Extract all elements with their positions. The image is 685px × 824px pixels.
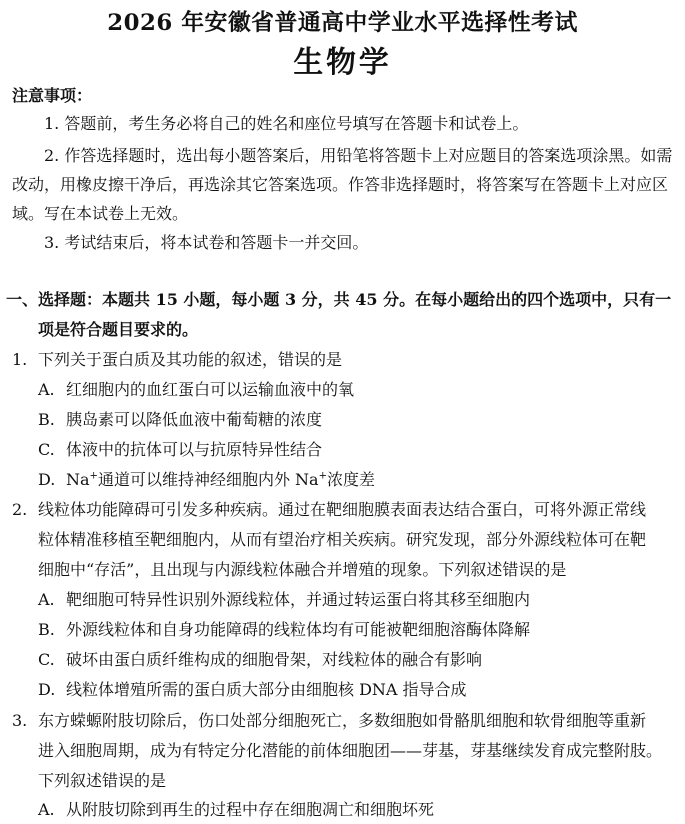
option-label: D. — [38, 680, 56, 699]
question-3-stem-line-3: 下列叙述错误的是 — [38, 771, 167, 790]
option-label: B. — [38, 620, 55, 639]
question-1-number: 1. — [12, 350, 28, 369]
option-text: 红细胞内的血红蛋白可以运输血液中的氧 — [66, 380, 355, 399]
question-1-option-b — [38, 410, 322, 430]
question-3-option-a — [38, 800, 434, 820]
notice-item-1: 1. 答题前，考生务必将自己的姓名和座位号填写在答题卡和试卷上。 — [44, 114, 529, 133]
question-2-stem-line-2: 粒体精准移植至靶细胞内，从而有望治疗相关疾病。研究发现，部分外源线粒体可在靶 — [38, 530, 647, 549]
option-text: 胰岛素可以降低血液中葡萄糖的浓度 — [66, 410, 323, 429]
option-text: 从附肢切除到再生的过程中存在细胞凋亡和细胞坏死 — [66, 800, 435, 819]
notice-item-2-line-3: 域。写在本试卷上无效。 — [12, 204, 189, 223]
option-text: 外源线粒体和自身功能障碍的线粒体均有可能被靶细胞溶酶体降解 — [66, 620, 531, 639]
question-3-stem-line-2: 进入细胞周期，成为有特定分化潜能的前体细胞团——芽基，芽基继续发育成完整附肢。 — [38, 741, 663, 760]
question-3-number: 3. — [12, 711, 28, 730]
notice-heading: 注意事项： — [12, 86, 93, 105]
subject-title: 生物学 — [293, 45, 392, 80]
option-text: 破坏由蛋白质纤维构成的细胞骨架，对线粒体的融合有影响 — [66, 650, 483, 669]
option-label: D. — [38, 470, 56, 489]
option-text: 靶细胞可特异性识别外源线粒体，并通过转运蛋白将其移至细胞内 — [66, 590, 531, 609]
notice-item-2-line-1: 2. 作答选择题时，选出每小题答案后，用铅笔将答题卡上对应题目的答案选项涂黑。如需 — [44, 146, 673, 165]
notice-item-2-line-2: 改动，用橡皮擦干净后，再选涂其它答案选项。作答非选择题时，将答案写在答题卡上对应区 — [12, 175, 669, 194]
option-label: A. — [38, 380, 55, 399]
question-1-option-d — [38, 470, 375, 490]
option-label: C. — [38, 650, 55, 669]
option-label: A. — [38, 800, 55, 819]
notice-item-3: 3. 考试结束后，将本试卷和答题卡一并交回。 — [44, 233, 369, 252]
option-text-part-3: 浓度差 — [326, 470, 375, 489]
question-1-option-c — [38, 440, 322, 460]
question-2-option-b — [38, 620, 530, 640]
question-2-number: 2. — [12, 500, 28, 519]
option-label: B. — [38, 410, 55, 429]
option-text: 体液中的抗体可以与抗原特异性结合 — [66, 440, 323, 459]
question-2-option-c — [38, 650, 482, 670]
superscript-plus: + — [89, 470, 98, 482]
exam-title: 2026 年安徽省普通高中学业水平选择性考试 — [107, 10, 578, 36]
option-text: 线粒体增殖所需的蛋白质大部分由细胞核 DNA 指导合成 — [66, 680, 467, 699]
question-2-option-a — [38, 590, 530, 610]
question-1-option-a — [38, 380, 354, 400]
option-text-part-1: Na — [66, 470, 90, 489]
option-label: A. — [38, 590, 55, 609]
question-1-stem: 下列关于蛋白质及其功能的叙述，错误的是 — [38, 350, 343, 369]
question-2-stem-line-3: 细胞中“存活”，且出现与内源线粒体融合并增殖的现象。下列叙述错误的是 — [38, 560, 567, 579]
superscript-plus: + — [318, 470, 327, 482]
section-heading-line-1: 一、选择题：本题共 15 小题，每小题 3 分，共 45 分。在每小题给出的四个选项中，只有一 — [6, 290, 672, 309]
option-label: C. — [38, 440, 55, 459]
question-3-stem-line-1: 东方蝾螈附肢切除后，伤口处部分细胞死亡，多数细胞如骨骼肌细胞和软骨细胞等重新 — [38, 711, 647, 730]
question-2-option-d — [38, 680, 467, 700]
option-text-part-2: 通道可以维持神经细胞内外 Na — [97, 470, 319, 489]
question-2-stem-line-1: 线粒体功能障碍可引发多种疾病。通过在靶细胞膜表面表达结合蛋白，可将外源正常线 — [38, 500, 647, 519]
section-heading-line-2: 项是符合题目要求的。 — [38, 320, 199, 339]
